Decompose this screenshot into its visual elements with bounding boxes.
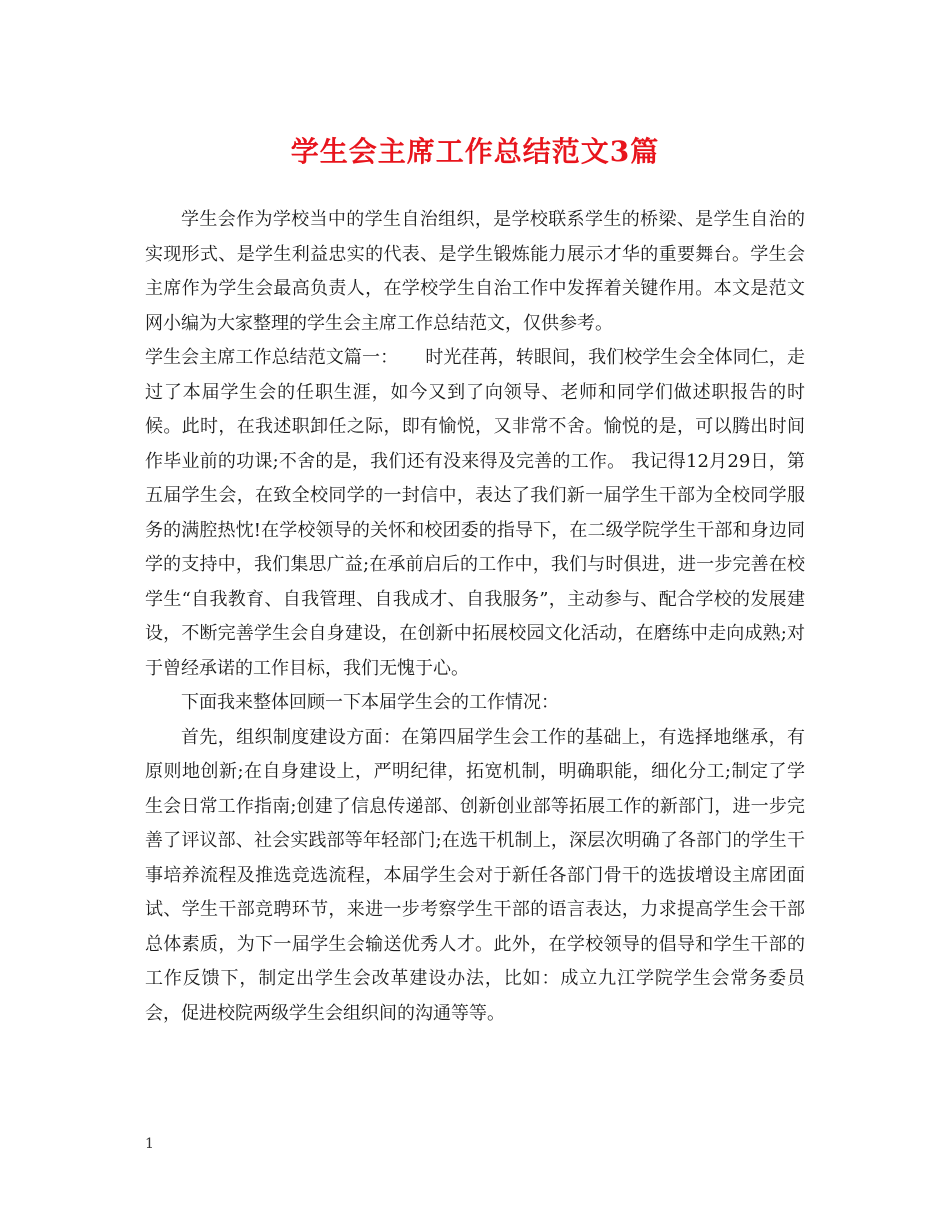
- page-number: 1: [145, 1136, 154, 1152]
- paragraph-review-intro: 下面我来整体回顾一下本届学生会的工作情况：: [181, 692, 559, 713]
- paragraph-organization: 首先，组织制度建设方面：在第四届学生会工作的基础上，有选择地继承，有原则地创新;在自身建设上，严明纪律，拓宽机制，明确职能，细化分工;制定了学生会日常工作指南;创建了信息传递部、创新创业部等拓展工作的新部门，进一步完善了评议部、社会实践部等年轻部门;在选干机制上，深层次明确了各部门的学生干事培养流程及推选竞选流程，本届学生会对于新任各部门骨干的选拔增设主席团面试、学生干部竞聘环节，来进一步考察学生干部的语言表达，力求提高学生会干部总体素质，为下一届学生会输送优秀人才。此外，在学校领导的倡导和学生干部的工作反馈下，制定出学生会改革建设办法，比如：成立九江学院学生会常务委员会，促进校院两级学生会组织间的沟通等等。: [145, 726, 805, 1024]
- document-body: [145, 203, 805, 1031]
- paragraph-article-one: 学生会主席工作总结范文篇一： 时光荏苒，转眼间，我们校学生会全体同仁，走过了本届学生会的任职生涯，如今又到了向领导、老师和同学们做述职报告的时候。此时，在我述职卸任之际，即有愉悦，又非常不舍。愉悦的是，可以腾出时间作毕业前的功课;不舍的是，我们还有没来得及完善的工作。 我记得12月29日，第五届学生会，在致全校同学的一封信中，表达了我们新一届学生干部为全校同学服务的满腔热忱!在学校领导的关怀和校团委的指导下，在二级学院学生干部和身边同学的支持中，我们集思广益;在承前启后的工作中，我们与时俱进，进一步完善在校学生“自我教育、自我管理、自我成才、自我服务”，主动参与、配合学校的发展建设，不断完善学生会自身建设，在创新中拓展校园文化活动，在磨练中走向成熟;对于曾经承诺的工作目标，我们无愧于心。: [145, 347, 805, 679]
- document-title: 学生会主席工作总结范文3篇: [290, 135, 660, 168]
- paragraph-intro: 学生会作为学校当中的学生自治组织，是学校联系学生的桥梁、是学生自治的实现形式、是学生利益忠实的代表、是学生锻炼能力展示才华的重要舞台。学生会主席作为学生会最高负责人，在学校学生自治工作中发挥着关键作用。本文是范文网小编为大家整理的学生会主席工作总结范文，仅供参考。: [145, 209, 805, 334]
